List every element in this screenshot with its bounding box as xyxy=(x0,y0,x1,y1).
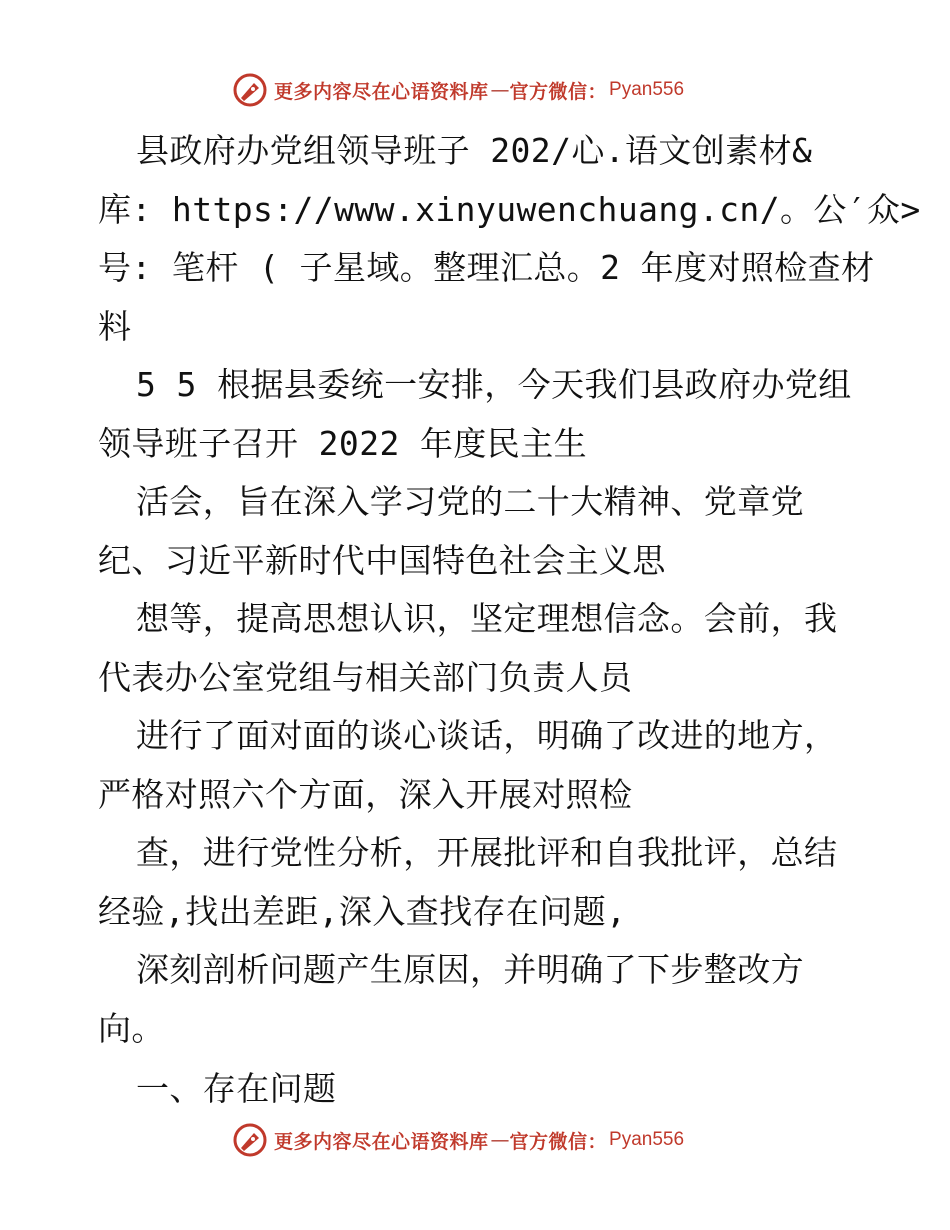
banner-separator: — xyxy=(490,1129,510,1151)
paragraph-line: 纪、习近平新时代中国特色社会主义思 xyxy=(98,540,666,580)
paragraph-line: 想等，提高思想认识，坚定理想信念。会前，我 xyxy=(136,599,838,638)
section-heading: 一、存在问题 xyxy=(136,1069,337,1108)
title-line-3: 号: 笔杆 ( 子星域。整理汇总。2 年度对照检查材 xyxy=(98,248,875,287)
document-body xyxy=(98,122,921,1119)
paragraph-line: 向。 xyxy=(98,1008,165,1048)
paragraph-line: 代表办公室党组与相关部门负责人员 xyxy=(98,657,633,697)
paragraph-line: 活会，旨在深入学习党的二十大精神、党章党 xyxy=(136,482,804,521)
pen-nib-icon xyxy=(232,72,268,108)
banner-wechat-label: 官方微信： xyxy=(509,1130,608,1153)
paragraph-line: 进行了面对面的谈心谈话，明确了改进的地方， xyxy=(136,716,838,755)
title-line-1: 县政府办党组领导班子 202/心.语文创素材& xyxy=(136,131,813,170)
banner-text: 更多内容尽在心语资料库 xyxy=(274,80,489,103)
banner-separator: — xyxy=(490,79,510,101)
pen-nib-icon xyxy=(232,1122,268,1158)
title-line-4: 料 xyxy=(98,306,132,346)
paragraph-line: 经验,找出差距,深入查找存在问题, xyxy=(98,891,627,931)
banner-text: 更多内容尽在心语资料库 xyxy=(274,1130,489,1153)
paragraph-line: 领导班子召开 2022 年度民主生 xyxy=(98,423,588,463)
paragraph-line: 查，进行党性分析，开展批评和自我批评，总结 xyxy=(136,833,838,872)
banner-wechat-label: 官方微信： xyxy=(509,80,608,103)
footer-banner xyxy=(232,1120,752,1160)
paragraph-line: 严格对照六个方面，深入开展对照检 xyxy=(98,774,633,814)
banner-wechat-id: Pyan556 xyxy=(609,79,685,100)
title-line-2: 库: https://www.xinyuwenchuang.cn/。公′众> xyxy=(98,189,921,229)
banner-wechat-id: Pyan556 xyxy=(609,1129,685,1150)
paragraph-line: 5 5 根据县委统一安排，今天我们县政府办党组 xyxy=(136,365,852,404)
paragraph-line: 深刻剖析问题产生原因，并明确了下步整改方 xyxy=(136,950,804,989)
header-banner xyxy=(232,70,752,110)
